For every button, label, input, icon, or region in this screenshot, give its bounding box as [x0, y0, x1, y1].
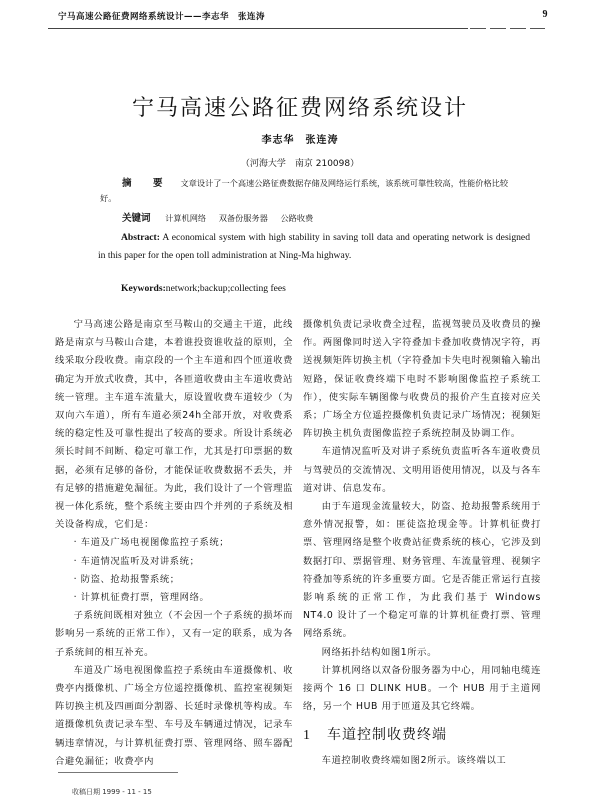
- authors: 李志华 张连涛: [261, 135, 339, 146]
- paragraph: 车道控制收费终端如图2所示。该终端以工: [321, 754, 507, 766]
- paragraph: 摄像机负责记录收费全过程，监视驾驶员及收费员的操作。两图像同时送入字符叠加卡叠加收费情况字符，再送视频矩阵切换主机（字符叠加卡失电时视频输入输出短路，保证收费终端下电时不影响图像监控子系统工作），使实际车辆图像与收费员的报价产生直接对应关系；广场全方位遥控摄像机负责记录广场情况；视频矩阵切换主机负责图像监控子系统控制及协调工作。: [303, 319, 541, 440]
- body-column-left: [55, 316, 293, 771]
- footnote-rule: [58, 772, 178, 773]
- keyword-cn: 计算机网络: [165, 213, 207, 223]
- running-head: [58, 10, 548, 26]
- bullet-item: · 车道情况监听及对讲系统；: [73, 555, 200, 567]
- header-rule: [48, 28, 468, 29]
- keyword-cn: 公路收费: [280, 213, 314, 223]
- paragraph: 宁马高速公路是南京至马鞍山的交通主干道，此线路是南京与马鞍山合建，本着谁投资谁收益的原则，全线采取分段收费。南京段的一个主车道和四个匝道收费确定为开放式收费，其中，各匝道收费由主车道收费站统一管理。主车道车流量大，原设置收费车道较少（为双向六车道），所有车道必须24h全部开放，对收费系统的稳定性及可靠性提出了较高的要求。所设计系统必须长时间不间断、稳定可靠工作，尤其是打印票据的数据，必须有足够的备份，才能保证收费数据不丢失，并有足够的措施避免漏征。为此，我们设计了一个管理监视一体化系统，整个系统主要由四个并列的子系统及相关设备构成，它们是：: [55, 319, 293, 531]
- keyword-cn: 双备份服务器: [218, 213, 268, 223]
- abstract-en-label: Abstract:: [121, 232, 160, 243]
- paragraph: 由于车道现金流量较大，防盗、抢劫报警系统用于意外情况报警，如：匪徒盗抢现金等。计算机征费打票、管理网络是整个收费站征费系统的核心，它涉及到数据打印、票据管理、财务管理、车流量管理、视频字符叠加等系统的许多重要方面。它是否能正常运行直接影响系统的正常工作，为此我们基于 Windows NT4.0 设计了一个稳定可靠的计算机征费打票、管理网络系统。: [303, 501, 541, 640]
- keywords-en-label: Keywords:: [121, 283, 166, 294]
- bullet-item: · 计算机征费打票，管理网络。: [73, 592, 210, 604]
- section-heading: [303, 726, 541, 745]
- keywords-cn-label: 关键词: [122, 213, 151, 224]
- paragraph: 车道情况监听及对讲子系统负责监听各车道收费员与驾驶员的交流情况、文明用语使用情况，以及与各车道对讲、信息发布。: [303, 446, 541, 494]
- abstract-en-text: A economical system with high stability in saving toll data and operating network is designed in this paper for the open toll administration at Ning-Ma highway.: [98, 232, 530, 261]
- section-number: 1: [303, 728, 311, 744]
- abstract-cn-text: 文章设计了一个高速公路征费数据存储及网络运行系统，该系统可靠性较高，性能价格比较好。: [100, 178, 509, 203]
- page-number: 9: [542, 9, 548, 20]
- abstract-en: [98, 229, 530, 265]
- keywords-cn: [122, 210, 323, 224]
- header-rule-dashed: [470, 28, 545, 29]
- bullet-item: · 防盗、抢劫报警系统；: [73, 573, 180, 585]
- keywords-en: [121, 283, 286, 294]
- section-title: 车道控制收费终端: [327, 727, 447, 744]
- keywords-en-text: network;backup;collecting fees: [165, 283, 286, 294]
- bullet-item: · 车道及广场电视图像监控子系统；: [73, 537, 230, 549]
- abstract-cn-label: 摘 要: [122, 178, 169, 189]
- paragraph: 车道及广场电视图像监控子系统由车道摄像机、收费亭内摄像机、广场全方位遥控摄像机、监控室视频矩阵切换主机及四画面分割器、长延时录像机等构成。车道摄像机负责记录车型、车号及车辆通过情况，记录车辆违章情况，与计算机征费打票、管理网络、照车器配合避免漏征；收费亭内: [55, 664, 293, 767]
- abstract-cn: [100, 176, 520, 206]
- running-head-text: 宁马高速公路征费网络系统设计——李志华 张连涛: [58, 12, 266, 22]
- paper-title: 宁马高速公路征费网络系统设计: [131, 95, 468, 121]
- affiliation: （河海大学 南京 210098）: [240, 159, 360, 169]
- footnote: 收稿日期 1999 - 11 - 15: [72, 788, 152, 796]
- body-column-right: [303, 316, 541, 770]
- paragraph: 子系统间既相对独立（不会因一个子系统的损坏而影响另一系统的正常工作），又有一定的联系，成为各子系统间的相互补充。: [55, 610, 293, 658]
- paragraph: 计算机网络以双备份服务器为中心，用同轴电缆连接两个 16 口 DLINK HUB。一个 HUB 用于主道网络，另一个 HUB 用于匝道及其它终端。: [303, 664, 541, 713]
- paragraph: 网络拓扑结构如图1所示。: [321, 646, 437, 658]
